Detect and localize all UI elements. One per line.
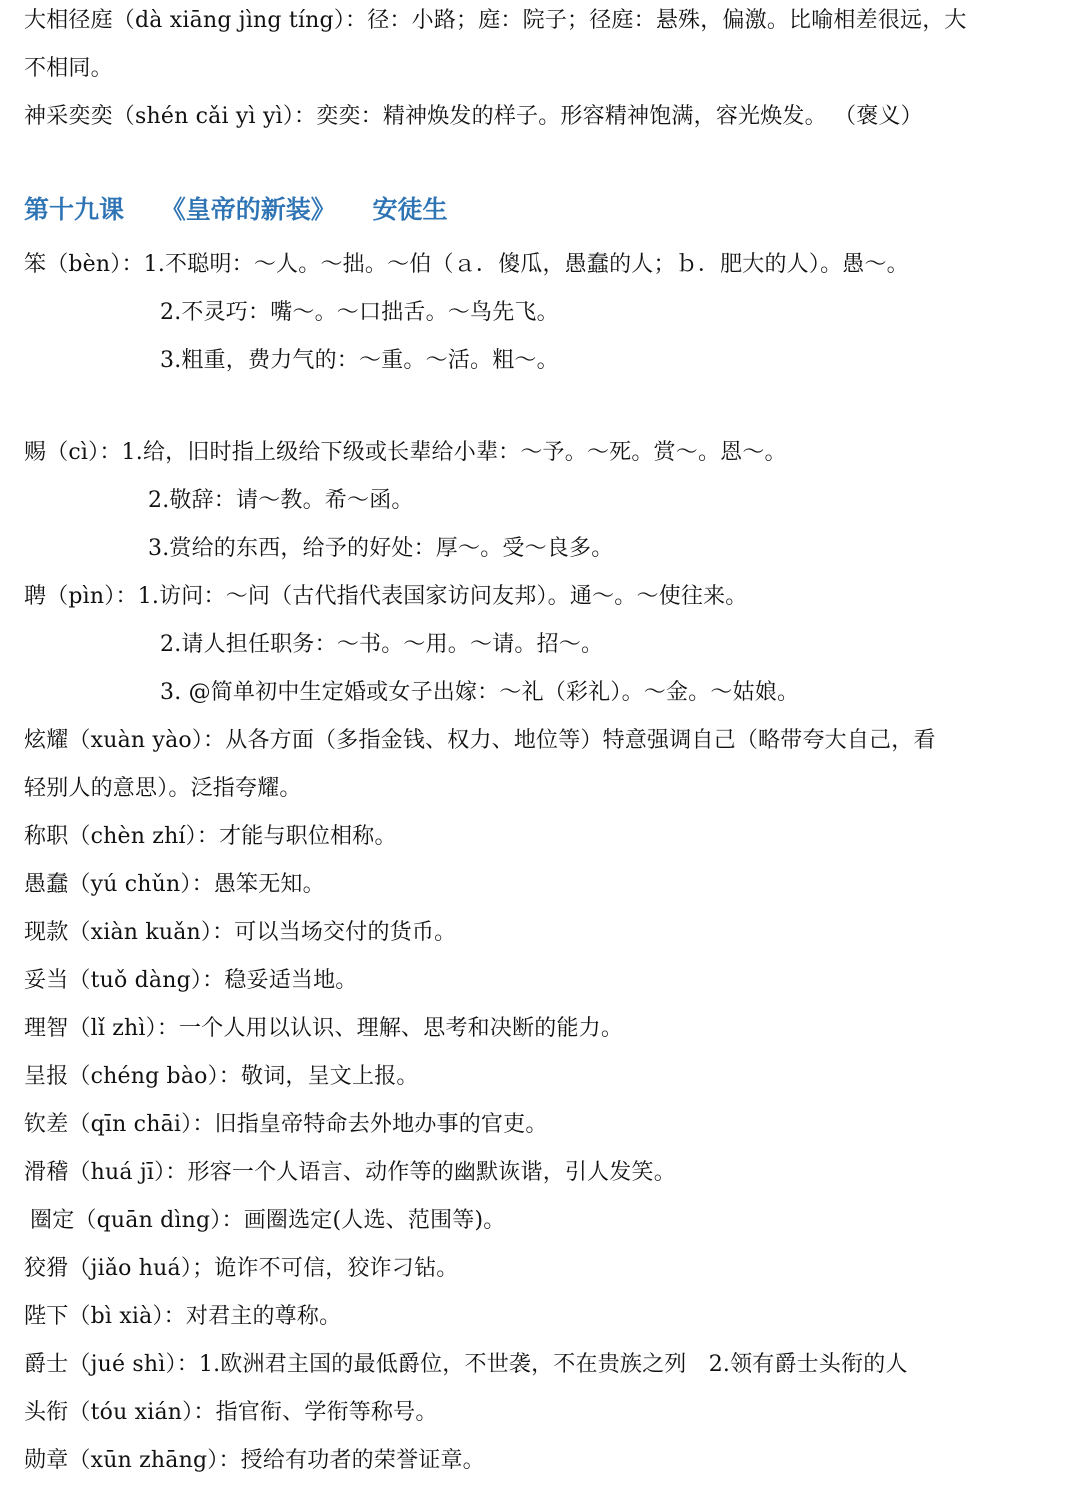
entry-touxian: 头衔（tóu xián）：指官衔、学衔等称号。 [24, 1400, 438, 1425]
entry-jueshi: 爵士（jué shì）：1.欧洲君主国的最低爵位，不世袭，不在贵族之列 2.领有爵士头衔的人 [24, 1352, 908, 1377]
entry-ci-3: 3.赏给的东西，给予的好处：厚～。受～良多。 [148, 536, 614, 561]
entry-jiaohua: 狡猾（jiǎo huá）；诡诈不可信，狡诈刁钻。 [24, 1256, 459, 1281]
entry-ben-3: 3.粗重，费力气的：～重。～活。粗～。 [160, 348, 559, 373]
lesson-author: 安徒生 [372, 195, 448, 224]
text-line-top-2: 不相同。 [24, 56, 113, 81]
entry-pin-1: 聘（pìn）：1.访问：～问（古代指代表国家访问友邦）。通～。～使往来。 [24, 584, 748, 609]
entry-ben-1: 笨（bèn）：1.不聪明：～人。～拙。～伯（ａ．傻瓜，愚蠢的人；ｂ．肥大的人）。愚～。 [24, 252, 909, 277]
entry-xunzhang: 勋章（xūn zhāng）：授给有功者的荣誉证章。 [24, 1448, 485, 1473]
entry-xuanyao-1: 炫耀（xuàn yào）：从各方面（多指金钱、权力、地位等）特意强调自己（略带夸大自己，看 [24, 728, 936, 753]
entry-ci-2: 2.敬辞：请～教。希～函。 [148, 488, 414, 513]
entry-chenzhi: 称职（chèn zhí）：才能与职位相称。 [24, 824, 397, 849]
entry-ben-2: 2.不灵巧：嘴～。～口拙舌。～鸟先飞。 [160, 300, 559, 325]
text-line-top-3: 神采奕奕（shén cǎi yì yì）：奕奕：精神焕发的样子。形容精神饱满，容光焕发。 （褒义） [24, 104, 923, 129]
entry-quanding: 圈定（quān dìng）：画圈选定(人选、范围等)。 [30, 1208, 506, 1233]
entry-huaji: 滑稽（huá jī）：形容一个人语言、动作等的幽默诙谐，引人发笑。 [24, 1160, 676, 1185]
entry-tuodang: 妥当（tuǒ dàng）：稳妥适当地。 [24, 968, 358, 993]
entry-lizhi: 理智（lǐ zhì）：一个人用以认识、理解、思考和决断的能力。 [24, 1016, 624, 1041]
entry-bixia: 陛下（bì xià）：对君主的尊称。 [24, 1304, 342, 1329]
lesson-title: 《皇帝的新装》 [160, 195, 336, 224]
entry-pin-2: 2.请人担任职务：～书。～用。～请。招～。 [160, 632, 604, 657]
lesson-heading [24, 193, 475, 227]
entry-yuchun: 愚蠢（yú chǔn）：愚笨无知。 [24, 872, 325, 897]
entry-qinchai: 钦差（qīn chāi）：旧指皇帝特命去外地办事的官吏。 [24, 1112, 548, 1137]
lesson-number: 第十九课 [24, 195, 125, 224]
entry-xiankuan: 现款（xiàn kuǎn）：可以当场交付的货币。 [24, 920, 457, 945]
entry-chengbao: 呈报（chéng bào）：敬词，呈文上报。 [24, 1064, 419, 1089]
entry-ci-1: 赐（cì）：1.给，旧时指上级给下级或长辈给小辈：～予。～死。赏～。恩～。 [24, 440, 787, 465]
entry-pin-3: 3. @简单初中生定婚或女子出嫁：～礼（彩礼）。～金。～姑娘。 [160, 680, 800, 705]
entry-xuanyao-2: 轻别人的意思）。泛指夸耀。 [24, 776, 302, 801]
text-line-top-1: 大相径庭（dà xiāng jìng tíng）：径：小路；庭：院子；径庭：悬殊，偏激。比喻相差很远，大 [24, 8, 967, 33]
